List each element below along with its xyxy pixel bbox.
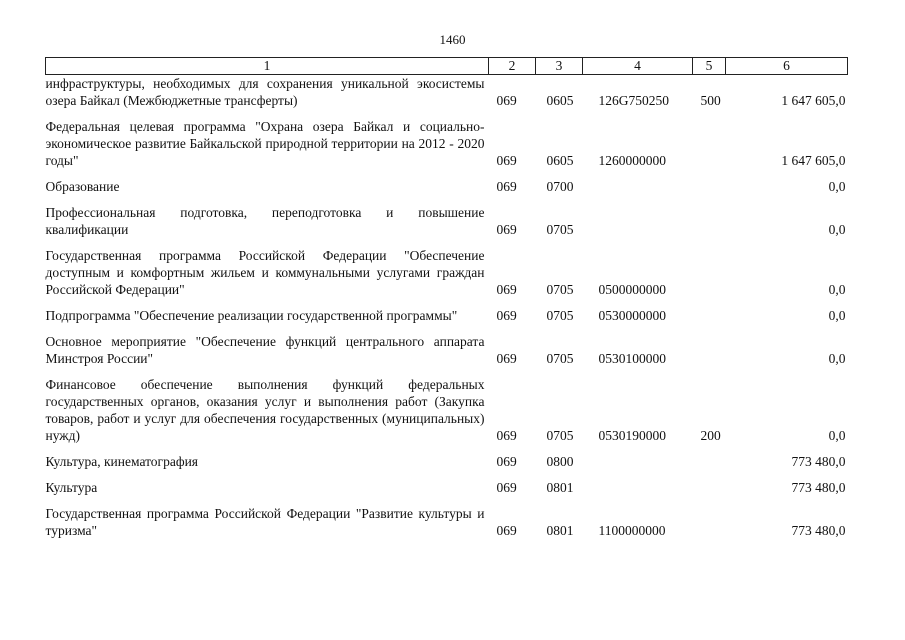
table-row xyxy=(46,169,848,195)
table-header xyxy=(46,58,848,75)
row-target-cell: 1100000000 xyxy=(598,523,666,538)
row-amount-cell: 0,0 xyxy=(828,282,846,297)
row-name-cell: Государственная программа Российской Федерации "Обеспечение доступным и комфортным жильем и коммунальными услугами граждан Российской Федерации" xyxy=(45,248,485,297)
row-section-cell: 0700 xyxy=(546,179,574,194)
header-col-3: 3 xyxy=(536,58,583,75)
row-amount-cell: 0,0 xyxy=(828,222,846,237)
row-gr-cell: 069 xyxy=(496,454,517,469)
row-name-cell: Подпрограмма "Обеспечение реализации государственной программы" xyxy=(45,308,458,323)
row-type-cell xyxy=(693,444,726,470)
page-number: 1460 xyxy=(439,32,466,47)
row-amount-cell: 0,0 xyxy=(828,351,846,366)
row-name-cell: Профессиональная подготовка, переподготовка и повышение квалификации xyxy=(45,205,485,237)
row-amount-cell: 773 480,0 xyxy=(791,480,846,495)
table-row xyxy=(46,195,848,238)
row-section-cell: 0801 xyxy=(546,480,574,495)
row-target-cell xyxy=(583,169,693,195)
row-section-cell: 0705 xyxy=(546,428,574,443)
row-amount-cell: 0,0 xyxy=(828,179,846,194)
header-col-4: 4 xyxy=(583,58,693,75)
row-name-cell: Образование xyxy=(45,179,120,194)
row-name-cell: Культура, кинематография xyxy=(45,454,199,469)
row-type-cell xyxy=(693,470,726,496)
budget-table xyxy=(45,57,848,539)
row-target-cell: 126G750250 xyxy=(598,93,669,108)
table-row xyxy=(46,367,848,444)
row-amount-cell: 1 647 605,0 xyxy=(781,93,846,108)
row-name-cell: Основное мероприятие "Обеспечение функций центрального аппарата Минстроя России" xyxy=(45,334,485,366)
row-type-cell xyxy=(693,238,726,298)
row-gr-cell: 069 xyxy=(496,222,517,237)
row-target-cell: 0500000000 xyxy=(598,282,666,297)
row-gr-cell: 069 xyxy=(496,308,517,323)
table-row xyxy=(46,109,848,169)
row-target-cell xyxy=(583,444,693,470)
row-gr-cell: 069 xyxy=(496,428,517,443)
row-section-cell: 0800 xyxy=(546,454,574,469)
row-name-cell: Федеральная целевая программа "Охрана озера Байкал и социально-экономическое развитие Байкальской природной территории на 2012 - 2020 годы" xyxy=(45,119,485,168)
row-gr-cell: 069 xyxy=(496,179,517,194)
table-row xyxy=(46,496,848,539)
header-row xyxy=(46,58,848,75)
row-amount-cell: 773 480,0 xyxy=(791,454,846,469)
header-col-1: 1 xyxy=(46,58,489,75)
table-row xyxy=(46,238,848,298)
row-section-cell: 0605 xyxy=(546,93,574,108)
row-name-cell: Культура xyxy=(45,480,98,495)
row-name-cell: Финансовое обеспечение выполнения функций федеральных государственных органов, оказания услуг и выполнения работ (Закупка товаров, работ и услуг для обеспечения государственных (муниципальных) нужд) xyxy=(45,377,485,443)
row-type-cell xyxy=(693,169,726,195)
row-target-cell: 0530100000 xyxy=(598,351,666,366)
table-row xyxy=(46,470,848,496)
row-section-cell: 0801 xyxy=(546,523,574,538)
table-row xyxy=(46,324,848,367)
table-row xyxy=(46,298,848,324)
row-section-cell: 0705 xyxy=(546,308,574,323)
row-amount-cell: 1 647 605,0 xyxy=(781,153,846,168)
row-gr-cell: 069 xyxy=(496,351,517,366)
row-target-cell xyxy=(583,195,693,238)
row-name-cell: инфраструктуры, необходимых для сохранения уникальной экосистемы озера Байкал (Межбюджетные трансферты) xyxy=(45,76,485,108)
table-row xyxy=(46,75,848,110)
table-row xyxy=(46,444,848,470)
row-gr-cell: 069 xyxy=(496,523,517,538)
header-col-6: 6 xyxy=(726,58,848,75)
row-section-cell: 0605 xyxy=(546,153,574,168)
row-amount-cell: 0,0 xyxy=(828,428,846,443)
row-target-cell: 0530000000 xyxy=(598,308,666,323)
header-col-5: 5 xyxy=(693,58,726,75)
row-amount-cell: 773 480,0 xyxy=(791,523,846,538)
table-body xyxy=(46,75,848,540)
row-target-cell xyxy=(583,470,693,496)
row-type-cell xyxy=(693,324,726,367)
row-name-cell: Государственная программа Российской Федерации "Развитие культуры и туризма" xyxy=(45,506,485,538)
row-target-cell: 1260000000 xyxy=(598,153,666,168)
row-type-cell xyxy=(693,496,726,539)
row-type-cell xyxy=(693,109,726,169)
row-target-cell: 0530190000 xyxy=(598,428,666,443)
row-type-cell xyxy=(693,195,726,238)
row-section-cell: 0705 xyxy=(546,351,574,366)
row-gr-cell: 069 xyxy=(496,153,517,168)
row-type-cell: 200 xyxy=(700,428,721,443)
row-type-cell: 500 xyxy=(700,93,721,108)
row-gr-cell: 069 xyxy=(496,480,517,495)
header-col-2: 2 xyxy=(489,58,536,75)
row-type-cell xyxy=(693,298,726,324)
row-section-cell: 0705 xyxy=(546,222,574,237)
row-amount-cell: 0,0 xyxy=(828,308,846,323)
row-section-cell: 0705 xyxy=(546,282,574,297)
row-gr-cell: 069 xyxy=(496,282,517,297)
row-gr-cell: 069 xyxy=(496,93,517,108)
